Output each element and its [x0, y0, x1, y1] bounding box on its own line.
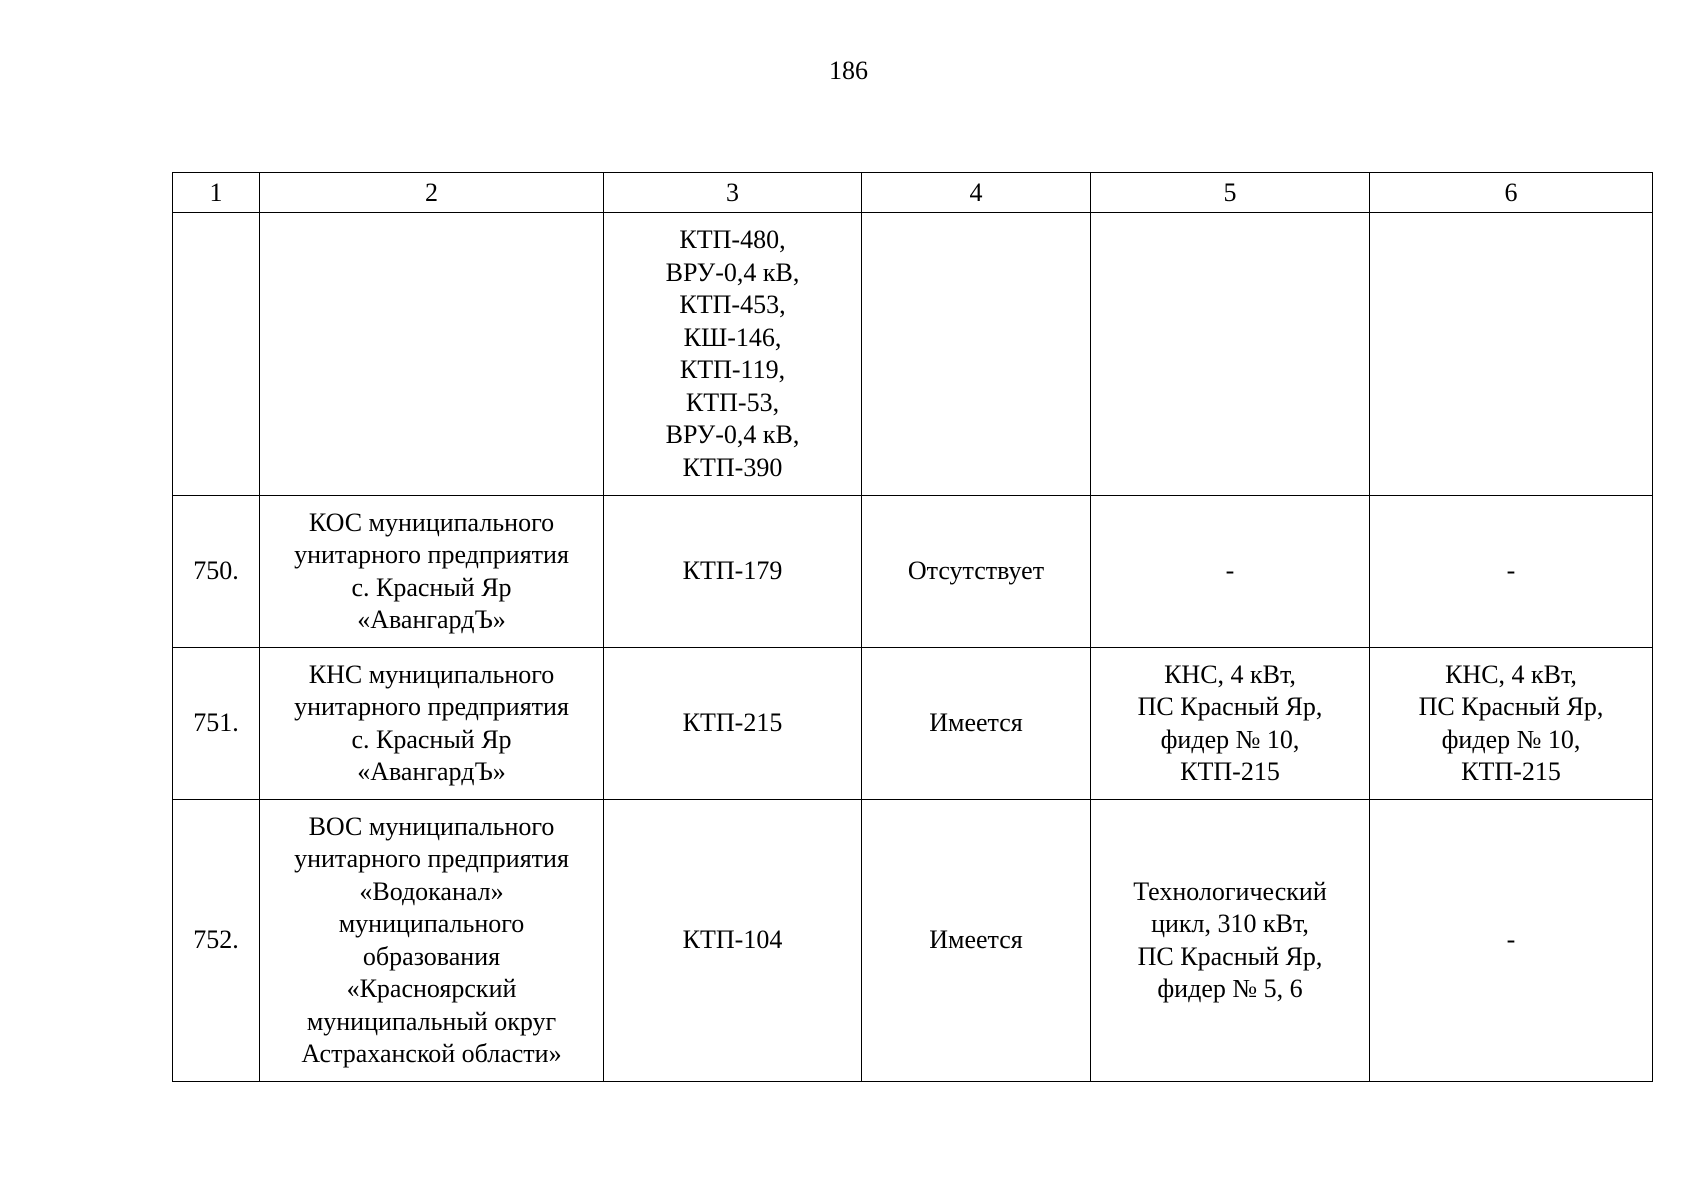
table-row	[173, 496, 1653, 648]
cell-backup	[1370, 213, 1653, 496]
cell-num	[173, 213, 260, 496]
table-header-row	[173, 173, 1653, 213]
cell-reserve: Имеется	[862, 800, 1091, 1082]
cell-category: -	[1091, 496, 1370, 648]
cell-backup: -	[1370, 496, 1653, 648]
cell-category	[1091, 213, 1370, 496]
cell-category: Технологический цикл, 310 кВт, ПС Красный Яр, фидер № 5, 6	[1091, 800, 1370, 1082]
cell-source: КТП-215	[604, 648, 862, 800]
table-row	[173, 800, 1653, 1082]
header-cell: 6	[1370, 173, 1653, 213]
cell-reserve: Отсутствует	[862, 496, 1091, 648]
cell-object	[260, 213, 604, 496]
cell-backup: КНС, 4 кВт, ПС Красный Яр, фидер № 10, КТП-215	[1370, 648, 1653, 800]
cell-object: ВОС муниципального унитарного предприятия «Водоканал» муниципального образования «Красноярский муниципальный округ Астраханской области»	[260, 800, 604, 1082]
header-cell: 4	[862, 173, 1091, 213]
header-cell: 1	[173, 173, 260, 213]
cell-reserve: Имеется	[862, 648, 1091, 800]
data-table	[172, 172, 1653, 1082]
header-cell: 5	[1091, 173, 1370, 213]
cell-object: КОС муниципального унитарного предприятия с. Красный Яр «АвангардЪ»	[260, 496, 604, 648]
cell-object: КНС муниципального унитарного предприятия с. Красный Яр «АвангардЪ»	[260, 648, 604, 800]
table-row	[173, 648, 1653, 800]
cell-source: КТП-480, ВРУ-0,4 кВ, КТП-453, КШ-146, КТП-119, КТП-53, ВРУ-0,4 кВ, КТП-390	[604, 213, 862, 496]
cell-source: КТП-104	[604, 800, 862, 1082]
header-cell: 3	[604, 173, 862, 213]
cell-reserve	[862, 213, 1091, 496]
header-cell: 2	[260, 173, 604, 213]
table-row	[173, 213, 1653, 496]
page-number: 186	[829, 56, 868, 85]
cell-category: КНС, 4 кВт, ПС Красный Яр, фидер № 10, КТП-215	[1091, 648, 1370, 800]
cell-num: 751.	[173, 648, 260, 800]
cell-backup: -	[1370, 800, 1653, 1082]
cell-num: 752.	[173, 800, 260, 1082]
cell-num: 750.	[173, 496, 260, 648]
cell-source: КТП-179	[604, 496, 862, 648]
